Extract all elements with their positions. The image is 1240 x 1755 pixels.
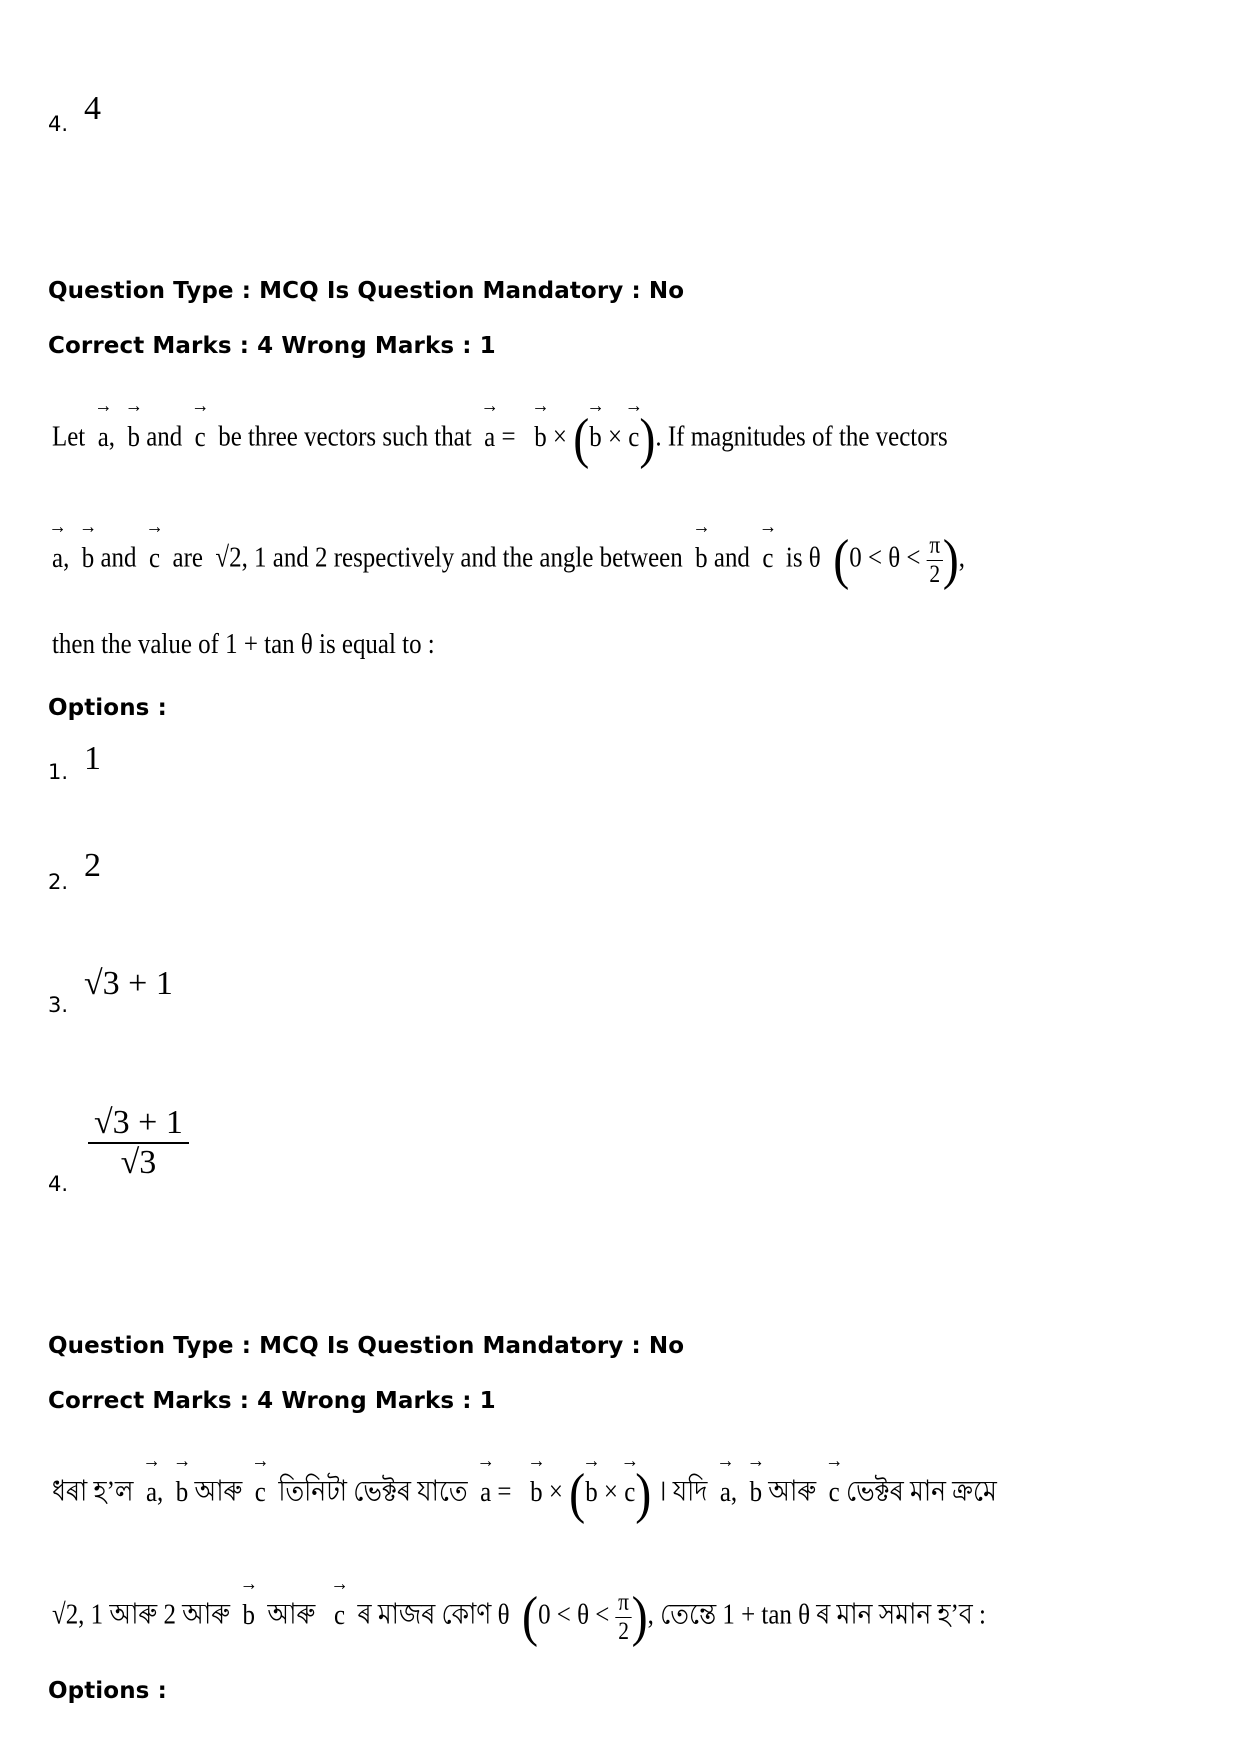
option-value: √3 + 1 (84, 965, 173, 1002)
question-text-line-1: ধৰা হ’ল → a, → b আৰু → c তিনিটা ভেক্টৰ যাতে → a = → b × (→ b × → c) । যদি → a, → b আৰু → c ভেক্টৰ মান ক্ৰমে (52, 1462, 997, 1526)
question-text-line-2: → a, → b and → c are √2, 1 and 2 respectively and the angle between → b and → c is θ (0 < θ < $\frac{\pi}{2}$ ), (52, 528, 965, 592)
marks-line: Correct Marks : 4 Wrong Marks : 1 (48, 1388, 496, 1414)
question-type-line: Question Type : MCQ Is Question Mandatory : No (48, 1333, 685, 1359)
option-value-fraction (88, 1104, 189, 1182)
question-text-line-2: √2, 1 আৰু 2 আৰু → b আৰু → c ৰ মাজৰ কোণ θ (0 < θ < $\frac{\pi}{2}$ ), তেন্তে 1 + tan θ ৰ মান সমান হ’ব : (52, 1585, 986, 1649)
question-text-line-3: then the value of 1 + tan θ is equal to : (52, 628, 435, 660)
option-value: 1 (84, 740, 101, 777)
question-type-line: Question Type : MCQ Is Question Mandatory : No (48, 278, 685, 304)
option-number: 3. (48, 993, 69, 1017)
option-number: 1. (48, 760, 69, 784)
option-number: 4. (48, 112, 69, 136)
question-text-line-1: Let → a, → b and → c be three vectors such that → a = → b × (→ b × → c). If magnitudes of the vectors (52, 407, 948, 471)
fraction-denominator: √3 (120, 1144, 157, 1181)
options-label: Options : (48, 695, 167, 721)
option-number: 4. (48, 1172, 69, 1196)
option-value: 4 (84, 90, 101, 127)
options-label: Options : (48, 1678, 167, 1704)
option-value: 2 (84, 847, 101, 884)
marks-line: Correct Marks : 4 Wrong Marks : 1 (48, 333, 496, 359)
option-number: 2. (48, 870, 69, 894)
fraction-numerator: √3 + 1 (88, 1104, 189, 1144)
